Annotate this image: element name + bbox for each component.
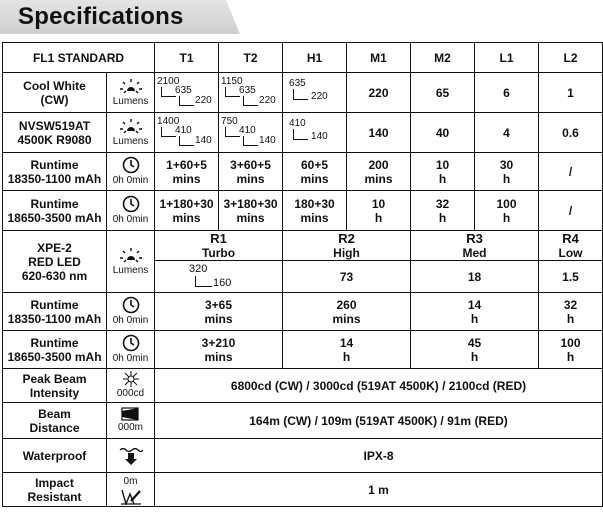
cool-white-h1-step: 635 220 xyxy=(283,73,347,113)
runtime-18350-m1: 200 mins xyxy=(347,153,411,191)
red-mode-header-r1: R1 Turbo xyxy=(155,231,283,261)
clock-icon xyxy=(122,334,140,352)
impact-icon xyxy=(120,489,142,505)
clock-icon-cell: 0h 0min xyxy=(107,293,155,331)
nvsw-m2: 40 xyxy=(411,113,475,153)
nvsw-t2-step: 750 410 140 xyxy=(219,113,283,153)
lumens-icon xyxy=(120,79,142,95)
table-row-header xyxy=(3,43,603,73)
nvsw-h1-step: 410 140 xyxy=(283,113,347,153)
table-row-runtime-18650 xyxy=(3,191,603,231)
table-row-beam-distance xyxy=(3,403,603,439)
clock-icon-cell: 0h 0min xyxy=(107,191,155,231)
mode-header-m2: M2 xyxy=(411,43,475,73)
table-row-red-runtime-18350 xyxy=(3,293,603,331)
mode-header-h1: H1 xyxy=(283,43,347,73)
waterproof-value: IPX-8 xyxy=(155,439,603,473)
beam-distance-icon xyxy=(121,407,141,421)
runtime-18650-t2: 3+180+30 mins xyxy=(219,191,283,231)
table-row-red-runtime-18650 xyxy=(3,331,603,369)
row-label-runtime-18350: Runtime 18350-1100 mAh xyxy=(3,153,107,191)
row-label-red-runtime-18350: Runtime 18350-1100 mAh xyxy=(3,293,107,331)
cool-white-l1: 6 xyxy=(475,73,539,113)
cool-white-t1-step: 2100 635 220 xyxy=(155,73,219,113)
mode-header-m1: M1 xyxy=(347,43,411,73)
lumens-icon xyxy=(120,248,142,264)
peak-beam-value: 6800cd (CW) / 3000cd (519AT 4500K) / 2100cd (RED) xyxy=(155,369,603,403)
red-runtime-18350-r2: 260 mins xyxy=(283,293,411,331)
red-r3-lumens: 18 xyxy=(411,261,539,293)
burst-icon xyxy=(122,371,140,387)
runtime-18650-l1: 100 h xyxy=(475,191,539,231)
red-runtime-18350-r3: 14 h xyxy=(411,293,539,331)
row-label-peak-beam: Peak Beam Intensity xyxy=(3,369,107,403)
red-r4-lumens: 1.5 xyxy=(539,261,603,293)
row-label-waterproof: Waterproof xyxy=(3,439,107,473)
row-label-cool-white: Cool White (CW) xyxy=(3,73,107,113)
clock-icon-cell: 0h 0min xyxy=(107,153,155,191)
table-row-peak-beam xyxy=(3,369,603,403)
table-row-impact xyxy=(3,473,603,507)
clock-icon-cell: 0h 0min xyxy=(107,331,155,369)
runtime-18350-l1: 30 h xyxy=(475,153,539,191)
nvsw-l1: 4 xyxy=(475,113,539,153)
clock-icon xyxy=(122,195,140,213)
clock-icon xyxy=(122,156,140,174)
runtime-18650-h1: 180+30 mins xyxy=(283,191,347,231)
cool-white-l2: 1 xyxy=(539,73,603,113)
runtime-18350-l2: / xyxy=(539,153,603,191)
table-row-nvsw xyxy=(3,113,603,153)
lumens-icon-cell: Lumens xyxy=(107,73,155,113)
table-row-cool-white xyxy=(3,73,603,113)
row-label-nvsw: NVSW519AT 4500K R9080 xyxy=(3,113,107,153)
red-r1-step: 320 160 xyxy=(155,261,283,293)
cool-white-m2: 65 xyxy=(411,73,475,113)
red-mode-header-r3: R3 Med xyxy=(411,231,539,261)
red-runtime-18650-r3: 45 h xyxy=(411,331,539,369)
row-label-red-runtime-18650: Runtime 18650-3500 mAh xyxy=(3,331,107,369)
runtime-18350-m2: 10 h xyxy=(411,153,475,191)
red-mode-header-r4: R4 Low xyxy=(539,231,603,261)
mode-header-l1: L1 xyxy=(475,43,539,73)
waterproof-icon xyxy=(119,446,143,466)
clock-icon xyxy=(122,296,140,314)
runtime-18350-t1: 1+60+5 mins xyxy=(155,153,219,191)
spec-table xyxy=(2,42,603,507)
runtime-18650-t1: 1+180+30 mins xyxy=(155,191,219,231)
runtime-18650-m1: 10 h xyxy=(347,191,411,231)
nvsw-l2: 0.6 xyxy=(539,113,603,153)
runtime-18350-t2: 3+60+5 mins xyxy=(219,153,283,191)
table-row-waterproof xyxy=(3,439,603,473)
row-label-xpe2-red: XPE-2 RED LED 620-630 nm xyxy=(3,231,107,293)
nvsw-t1-step: 1400 410 140 xyxy=(155,113,219,153)
row-label-beam-distance: Beam Distance xyxy=(3,403,107,439)
page-title: Specifications xyxy=(18,3,184,30)
impact-value: 1 m xyxy=(155,473,603,507)
beam-distance-icon-cell: 000m xyxy=(107,403,155,439)
red-runtime-18350-r1: 3+65 mins xyxy=(155,293,283,331)
beam-distance-value: 164m (CW) / 109m (519AT 4500K) / 91m (RED) xyxy=(155,403,603,439)
lumens-icon-cell: Lumens xyxy=(107,113,155,153)
red-runtime-18650-r1: 3+210 mins xyxy=(155,331,283,369)
red-mode-header-r2: R2 High xyxy=(283,231,411,261)
runtime-18650-l2: / xyxy=(539,191,603,231)
runtime-18650-m2: 32 h xyxy=(411,191,475,231)
cool-white-t2-step: 1150 635 220 xyxy=(219,73,283,113)
red-runtime-18650-r4: 100 h xyxy=(539,331,603,369)
nvsw-m1: 140 xyxy=(347,113,411,153)
red-runtime-18350-r4: 32 h xyxy=(539,293,603,331)
row-label-impact: Impact Resistant xyxy=(3,473,107,507)
mode-header-l2: L2 xyxy=(539,43,603,73)
table-row-runtime-18350 xyxy=(3,153,603,191)
waterproof-icon-cell xyxy=(107,439,155,473)
cool-white-m1: 220 xyxy=(347,73,411,113)
lumens-icon xyxy=(120,119,142,135)
mode-header-t1: T1 xyxy=(155,43,219,73)
red-runtime-18650-r2: 14 h xyxy=(283,331,411,369)
red-r2-lumens: 73 xyxy=(283,261,411,293)
model-name-cell: FL1 STANDARD xyxy=(3,43,155,73)
runtime-18350-h1: 60+5 mins xyxy=(283,153,347,191)
table-row-red-modes xyxy=(3,231,603,261)
beam-intensity-icon-cell: 000cd xyxy=(107,369,155,403)
mode-header-t2: T2 xyxy=(219,43,283,73)
impact-icon-cell: 0m xyxy=(107,473,155,507)
lumens-icon-cell: Lumens xyxy=(107,231,155,293)
row-label-runtime-18650: Runtime 18650-3500 mAh xyxy=(3,191,107,231)
